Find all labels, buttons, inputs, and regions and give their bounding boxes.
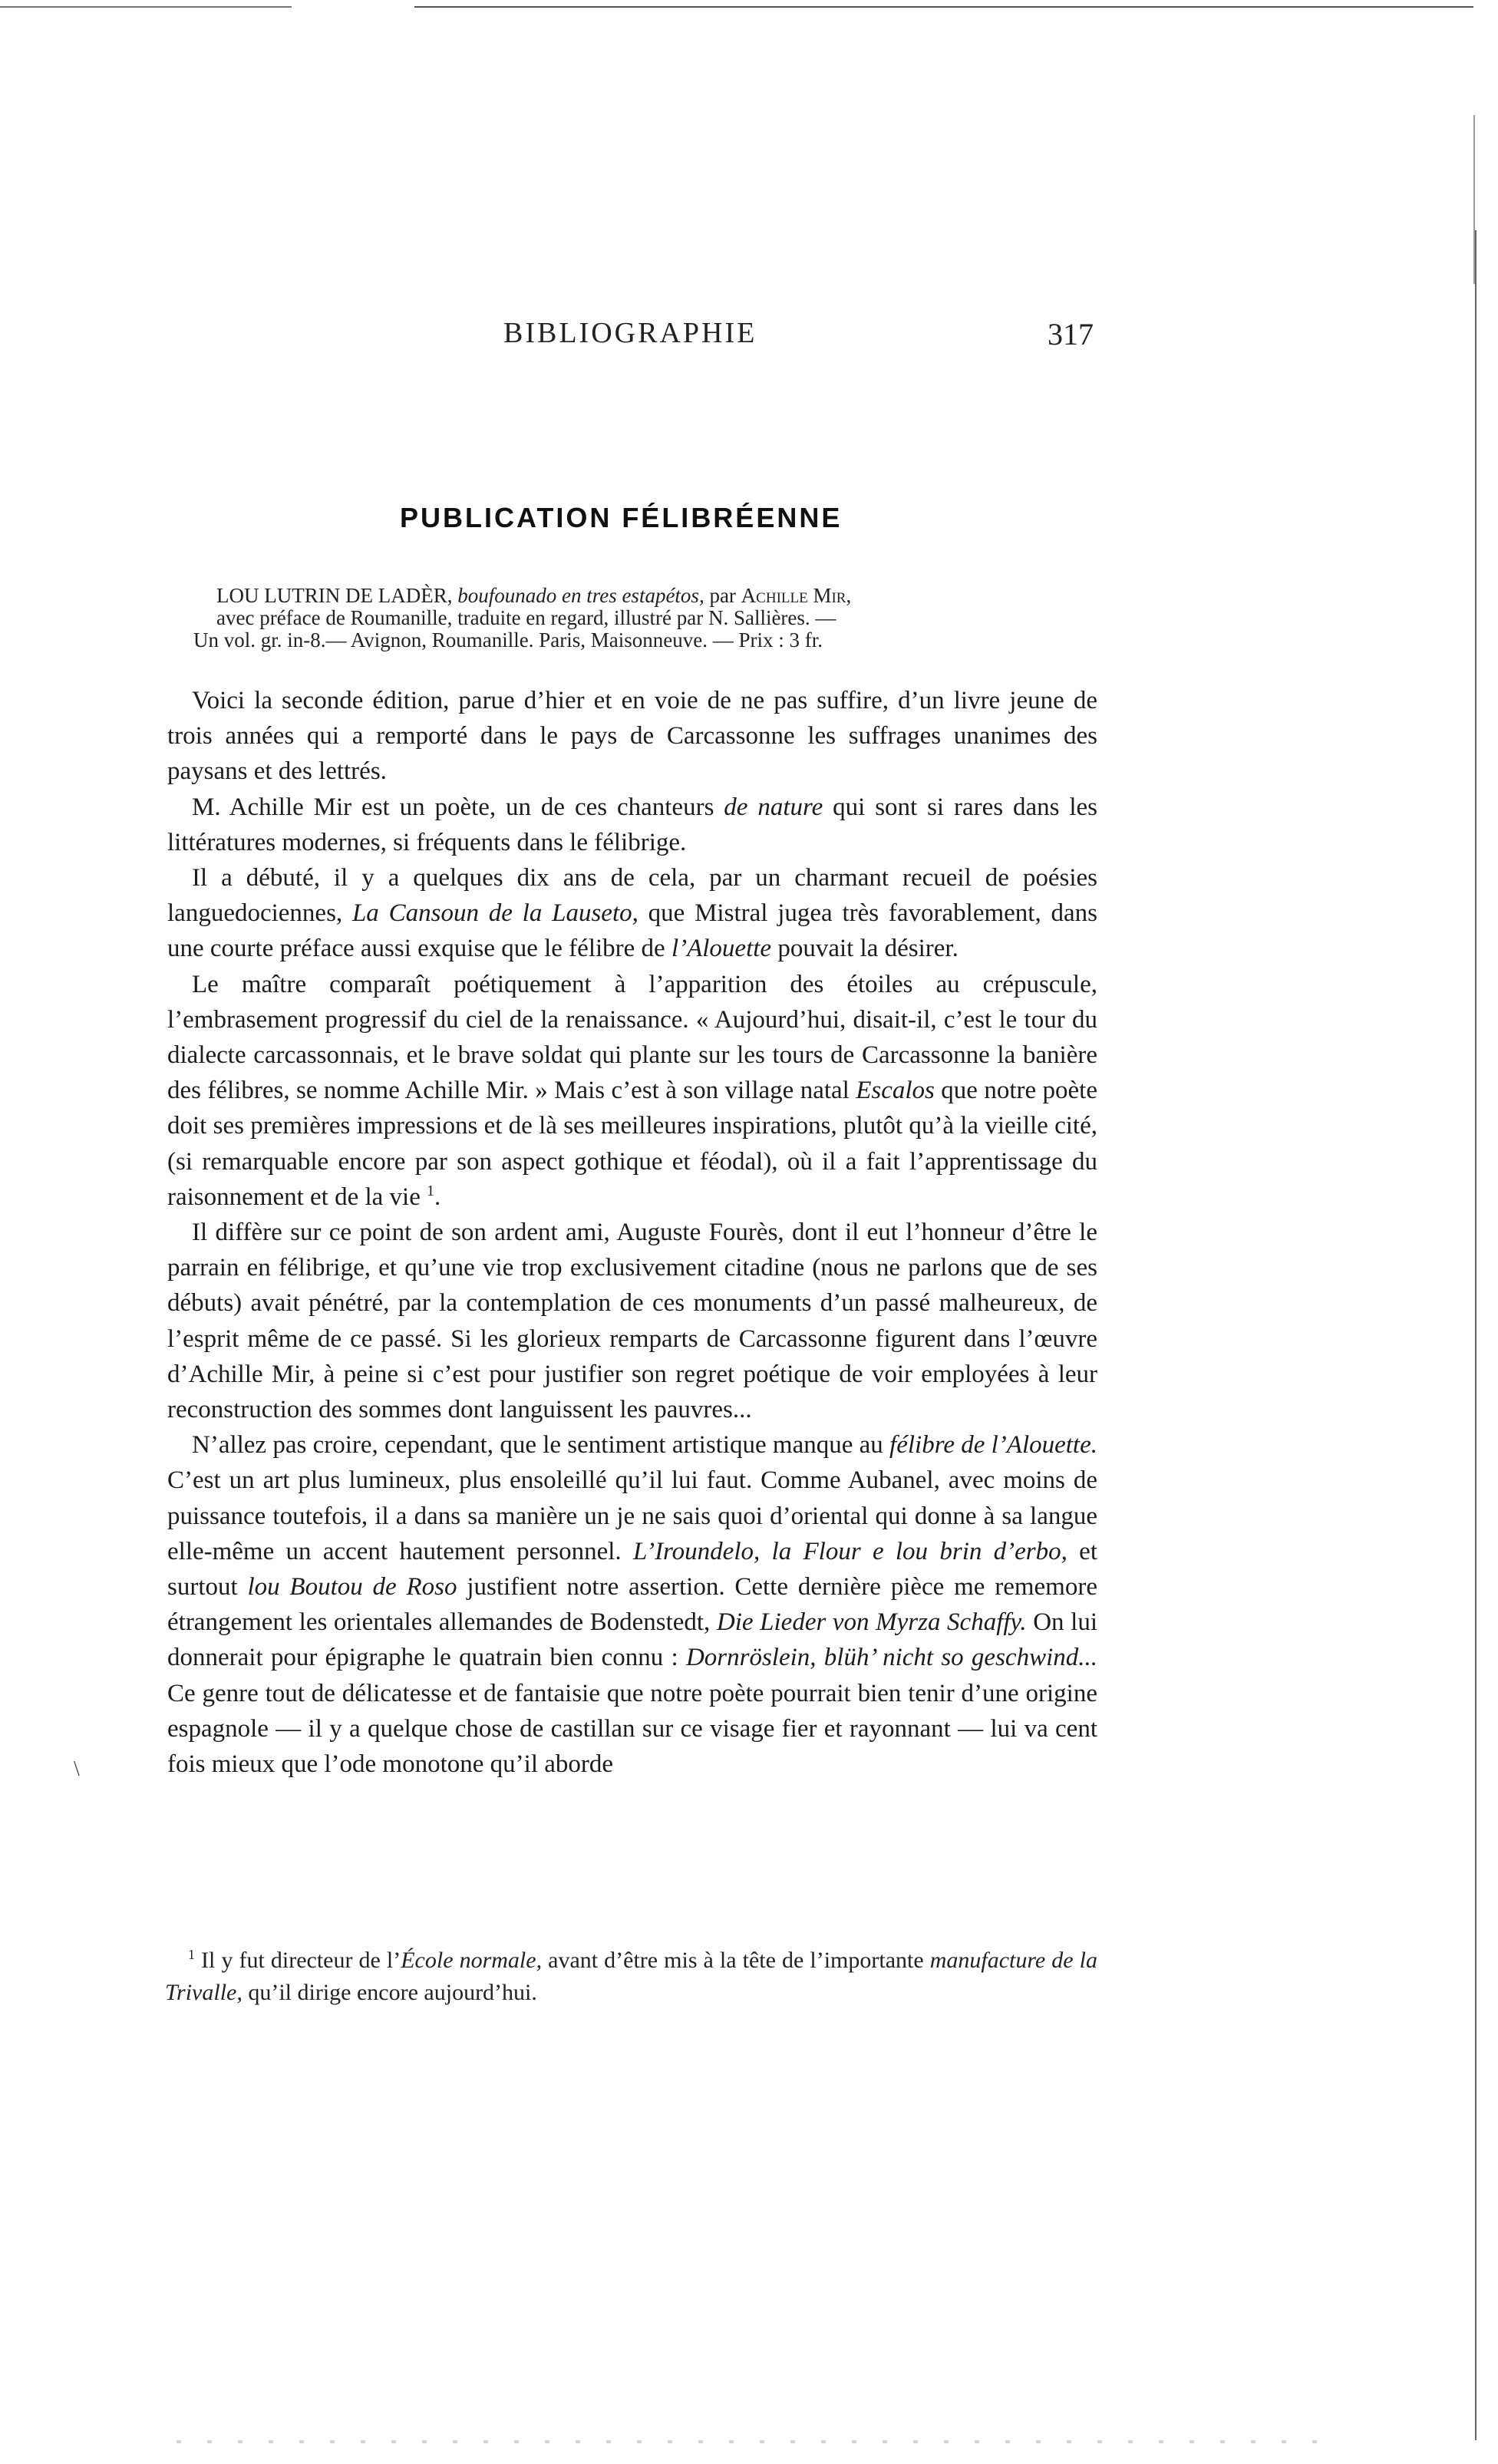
text-run: et surtout (167, 1537, 1097, 1601)
italic-text: félibre de l’Alouette. (889, 1431, 1097, 1460)
book-title: LOU LUTRIN DE LADÈR, (216, 584, 453, 607)
text-run: C’est un art plus lumineux, plus ensoleillé qu’il lui faut. Comme Aubanel, avec moins de puissance toutefois, il a dans sa manière un je ne sais quoi d’oriental qui donne à sa langue elle-même un accent hautement personnel. (167, 1466, 1097, 1565)
text-run: Ce genre tout de délicatesse et de fantaisie que notre poète pourrait bien tenir d’une origine espagnole — il y a quelque chose de castillan sur ce visage fier et rayonnant — lui va cent fois mieux que l’ode monotone qu’il aborde (167, 1679, 1097, 1779)
text-run: que notre poète doit ses premières impressions et de là ses meilleures inspirations, plutôt qu’à la vieille cité, (si remarquable encore par son aspect gothique et féodal), où il a fait l’apprentissage du raisonnement et de la vie (167, 1077, 1097, 1211)
italic-text: manufacture de la Trivalle, (165, 1948, 1098, 2005)
paragraph-p5 (167, 1215, 1097, 1427)
footnote-ref: 1 (188, 1947, 195, 1962)
paragraph-p1 (167, 683, 1097, 790)
scan-top-rule (414, 6, 1473, 8)
italic-text: de nature (724, 793, 823, 821)
italic-text: l’Alouette (671, 935, 772, 963)
text-run: Le maître comparaît poétiquement à l’apparition des étoiles au crépuscule, l’embrasement progressif du ciel de la renaissance. « Aujourd’hui, disait-il, c’est le tour du dialecte carcassonnais, et le brave soldat qui plante sur les tours de Carcassonne la banière des félibres, se nomme Achille Mir. » Mais c’est à son village natal (167, 970, 1097, 1105)
text-run: M. Achille Mir est un poète, un de ces chanteurs (192, 793, 724, 821)
paragraph-p6 (167, 1427, 1097, 1782)
italic-text: L’Iroundelo, la Flour e lou brin d’erbo, (632, 1537, 1067, 1565)
text-run: pouvait la désirer. (771, 935, 959, 963)
scan-stray-mark: \ (74, 1757, 80, 1781)
footnote-text (165, 1944, 1097, 2009)
footnote-ref: 1 (427, 1182, 435, 1199)
italic-text: Dornröslein, blüh’ nicht so geschwind... (685, 1644, 1097, 1672)
text-run: que Mistral jugea très favorablement, dans une courte préface aussi exquise que le félibre de (167, 899, 1097, 963)
text-run: qui sont si rares dans les littératures modernes, si fréquents dans le félibrige. (167, 793, 1097, 856)
bibliography-line-1 (193, 585, 1099, 607)
italic-text: Die Lieder von Myrza Schaffy. (716, 1608, 1027, 1637)
scan-top-rule-left (0, 6, 292, 8)
text-run: justifient notre assertion. Cette dernière pièce me rememore étrangement les orientales allemandes de Bodenstedt, (167, 1573, 1097, 1637)
italic-text: École normale, (401, 1948, 543, 1973)
bibliography-line-3: Un vol. gr. in-8.— Avignon, Roumanille. Paris, Maisonneuve. — Prix : 3 fr. (193, 628, 823, 651)
text-run: N’allez pas croire, cependant, que le sentiment artistique manque au (192, 1431, 890, 1460)
by-word: par (709, 584, 736, 607)
text-run: . (434, 1183, 441, 1211)
book-subtitle: boufounado en tres estapétos, (457, 584, 704, 607)
bibliography-entry (193, 585, 1099, 651)
body-text (167, 683, 1097, 1782)
section-title: PUBLICATION FÉLIBRÉENNE (400, 502, 843, 533)
text-run: Il y fut directeur de l’ (195, 1948, 401, 1973)
text-run: On lui donnerait pour épigraphe le quatrain bien connu : (167, 1608, 1097, 1672)
italic-text: La Cansoun de la Lauseto, (351, 899, 638, 928)
paragraph-p4 (167, 967, 1097, 1215)
paragraph-p2 (167, 790, 1097, 860)
text-run: Voici la seconde édition, parue d’hier et en voie de ne pas suffire, d’un livre jeune de trois années qui a remporté dans le pays de Carcassonne les suffrages unanimes des paysans et des lettrés. (167, 687, 1097, 786)
scan-bottom-noise (177, 2440, 1328, 2443)
footnote (165, 1944, 1097, 2009)
page-number: 317 (1048, 317, 1094, 351)
text-run: Il a débuté, il y a quelques dix ans de cela, par un charmant recueil de poésies languedociennes, (167, 864, 1097, 928)
text-run: Il diffère sur ce point de son ardent ami, Auguste Fourès, dont il eut l’honneur d’être le parrain en félibrige, et qu’une vie trop exclusivement citadine (nous ne parlons que de ses débuts) avait pénétré, par la contemplation de ces monuments d’un passé malheureux, de l’esprit même de ce passé. Si les glorieux remparts de Carcassonne figurent dans l’œuvre d’Achille Mir, à peine si c’est pour justifier son regret poétique de voir employées à leur reconstruction des sommes dont languissent les pauvres... (167, 1219, 1097, 1424)
bibliography-line-2: avec préface de Roumanille, traduite en regard, illustré par N. Sallières. — (216, 606, 836, 629)
book-author: Achille Mir, (741, 584, 852, 607)
italic-text: Escalos (856, 1077, 935, 1105)
text-run: qu’il dirige encore aujourd’hui. (242, 1980, 537, 2005)
paragraph-p3 (167, 860, 1097, 967)
text-run: avant d’être mis à la tête de l’importante (542, 1948, 930, 1973)
italic-text: lou Boutou de Roso (247, 1573, 457, 1601)
scan-right-edge (1475, 230, 1477, 2440)
running-head: BIBLIOGRAPHIE (503, 317, 757, 349)
